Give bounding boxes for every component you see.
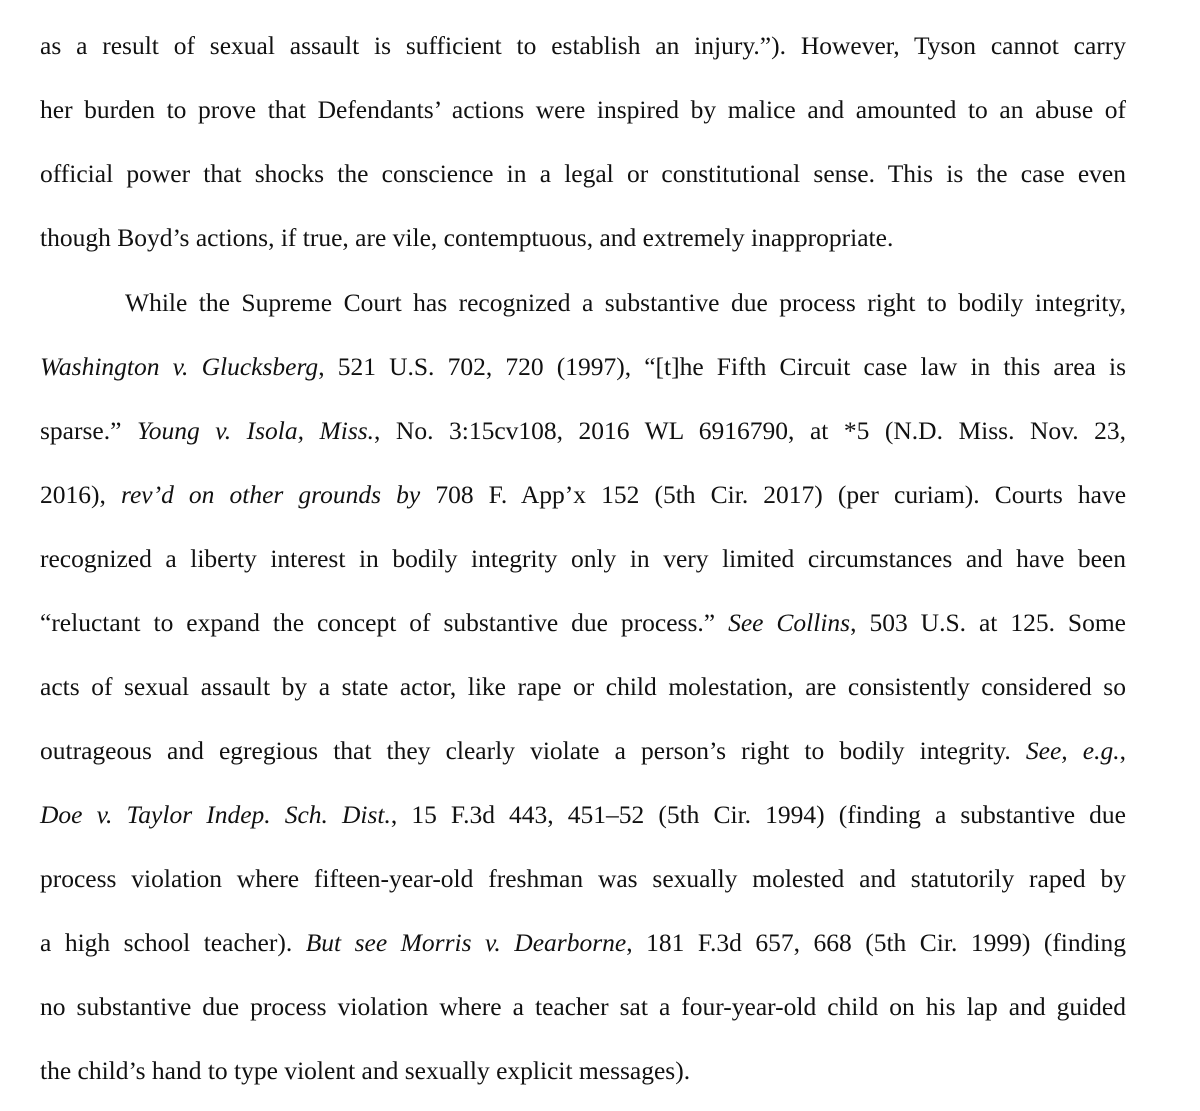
text-segment: recognized a liberty interest in bodily integrity only in very limited circumstances and have been [40,544,1126,573]
text-line [40,864,1126,894]
text-line [40,31,1126,61]
text-line [40,800,1126,830]
text-segment: her burden to prove that Defendants’ actions were inspired by malice and amounted to an abuse of [40,95,1126,124]
text-line [40,672,1126,702]
text-line [40,928,1126,958]
text-line [40,992,1126,1022]
text-segment: , 181 F.3d 657, 668 (5th Cir. 1999) (finding [626,928,1126,957]
text-segment: “reluctant to expand the concept of substantive due process.” [40,608,729,637]
text-segment: process violation where fifteen-year-old freshman was sexually molested and statutorily raped by [40,864,1126,893]
case-citation-italic: See Collins [728,608,851,637]
text-segment: , No. 3:15cv108, 2016 WL 6916790, at *5 (N.D. Miss. Nov. 23, [374,416,1126,445]
case-citation-italic: Doe v. Taylor Indep. Sch. Dist. [40,800,391,829]
text-segment: , 503 U.S. at 125. Some [850,608,1127,637]
signal-italic: rev’d on other grounds by [120,480,421,509]
text-line [40,736,1126,766]
text-segment: 2016), [40,480,121,509]
text-line [40,608,1126,638]
case-citation-italic: Young v. Isola, Miss. [136,416,375,445]
text-line [40,416,1126,446]
text-segment: 708 F. App’x 152 (5th Cir. 2017) (per curiam). Courts have [420,480,1127,509]
text-segment: as a result of sexual assault is sufficient to establish an injury.”). However, Tyson cannot carry [40,31,1126,60]
text-segment: , 15 F.3d 443, 451–52 (5th Cir. 1994) (finding a substantive due [390,800,1126,829]
case-citation-italic: But see Morris v. Dearborne [305,928,627,957]
text-line [40,95,1126,125]
text-segment: , 521 U.S. 702, 720 (1997), “[t]he Fifth Circuit case law in this area is [318,352,1127,381]
text-segment: no substantive due process violation where a teacher sat a four-year-old child on his lap and guided [40,992,1126,1021]
text-line [40,1056,1126,1086]
signal-italic: See, e.g. [1025,736,1120,765]
text-segment: the child’s hand to type violent and sexually explicit messages). [40,1056,691,1085]
text-segment: a high school teacher). [40,928,306,957]
text-segment: acts of sexual assault by a state actor, like rape or child molestation, are consistently considered so [40,672,1126,701]
paragraph-first-line [125,288,1126,318]
text-line [40,223,1126,253]
text-line [40,352,1126,382]
text-segment: sparse.” [40,416,137,445]
text-segment: though Boyd’s actions, if true, are vile, contemptuous, and extremely inappropriate. [40,223,894,252]
text-line [40,159,1126,189]
text-segment: , [1119,736,1126,765]
text-segment: outrageous and egregious that they clearly violate a person’s right to bodily integrity. [40,736,1026,765]
text-line [40,544,1126,574]
text-segment: While the Supreme Court has recognized a substantive due process right to bodily integrity, [125,288,1126,317]
case-citation-italic: Washington v. Glucksberg [40,352,319,381]
text-line [40,480,1126,510]
text-segment: official power that shocks the conscience in a legal or constitutional sense. This is the case even [40,159,1126,188]
